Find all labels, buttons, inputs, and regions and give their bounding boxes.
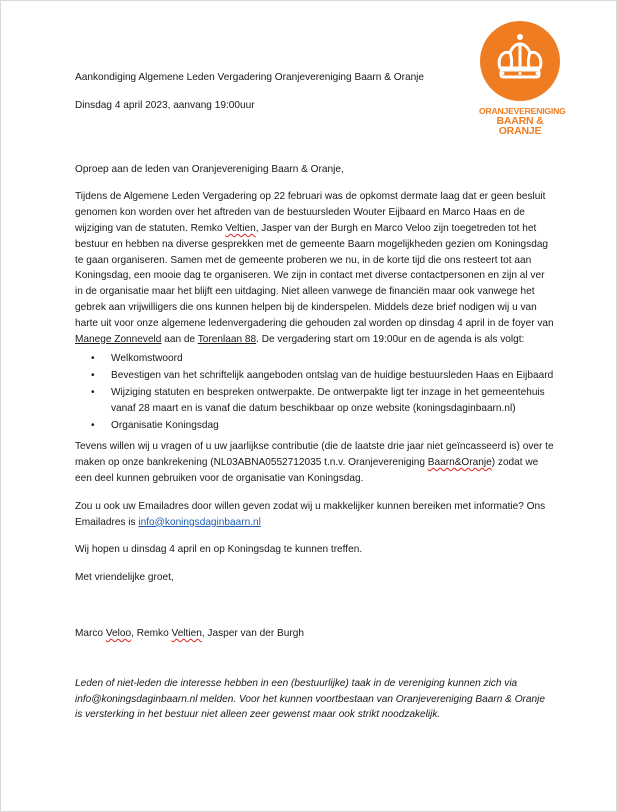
paragraph-intro-text-c: aan de (161, 333, 198, 345)
agenda-item: • Bevestigen van het schriftelijk aangeboden ontslag van de huidige bestuursleden Haas en Eijbaard (111, 368, 555, 384)
letter-body (75, 70, 555, 723)
sig-text-c: , Jasper van der Burgh (201, 627, 304, 639)
paragraph-contribution-text-b: ) zodat we een deel kunnen gebruiken voor de organisatie van Koningsdag. (75, 457, 539, 484)
announcement-title: Aankondiging Algemene Leden Vergadering Oranjevereniging Baarn & Oranje (75, 72, 425, 83)
email-link[interactable]: info@koningsdaginbaarn.nl (138, 516, 261, 528)
meeting-date: Dinsdag 4 april 2023, aanvang 19:00uur (75, 99, 255, 111)
account-holder: Baarn&Oranje (427, 457, 492, 469)
logo-line-2: BAARN & ORANJE (496, 115, 544, 137)
name-veltien: Veltien (225, 222, 256, 234)
agenda-item: • Welkomstwoord (111, 351, 555, 367)
footer-note: Leden of niet-leden die interesse hebben in een (bestuurlijke) taak in de vereniging kunnen zich via info@koningsdaginbaarn.nl melden. Voor het kunnen voortbestaan van Oranjevereniging Baarn & Oranje is versterking in het bestuur niet alleen zeer gewenst maar ook strikt noodzakelijk. (75, 677, 545, 721)
closing: Met vriendelijke groet, (75, 572, 174, 584)
paragraph-email-text: Zou u ook uw Emailadres door willen geven zodat wij u makkelijker kunnen bereiken met informatie? Ons Emailadres is (75, 500, 546, 528)
paragraph-intro-text-b: , Jasper van der Burgh en Marco Veloo zijn toegetreden tot het bestuur en hebben na diverse gesprekken met de gemeente Baarn mogelijkheden gezien om Koningsdag te gaan organiseren. Samen met de gemeente proberen we nu, in de korte tijd die ons resteert tot aan Koningsdag, een mooie dag te organiseren. We zijn in contact met diverse contactpersonen en zijn al ver in de organisatie maar het blijft een uitdaging. Niet alleen vanwege de financiën maar ook vanwege het gebrek aan vrijwilligers die ons kunnen helpen bij de kinderspelen. Middels deze brief nodigen wij u van harte uit voor onze algemene ledenvergadering die gehouden zal worden op dinsdag 4 april in de foyer van (75, 222, 554, 329)
logo-line-1: ORANJEVERENIGING (479, 106, 566, 116)
paragraph-hope: Wij hopen u dinsdag 4 april en op Koningsdag te kunnen treffen. (75, 544, 363, 556)
paragraph-intro-text-a: Tijdens de Algemene Leden Vergadering op 22 februari was de opkomst dermate laag dat er geen besluit genomen kon worden over het aftreden van de bestuursleden Wouter Eijbaard en Marco Haas en de wijziging van de statuten. Remko (75, 191, 546, 234)
agenda-item: • Organisatie Koningsdag (111, 418, 555, 434)
venue-name: Manege Zonneveld (75, 333, 162, 345)
paragraph-intro (75, 189, 555, 347)
name-veloo: Veloo (105, 627, 132, 639)
paragraph-email (75, 499, 555, 531)
paragraph-contribution-text-a: Tevens willen wij u vragen of u uw jaarlijkse contributie (die de laatste drie jaar niet geïncasseerd is) over te maken op onze bankrekening (NL03ABNA0552712035 t.n.v. Oranjevereniging (75, 441, 554, 469)
signatories (75, 626, 555, 642)
sig-text-b: , Remko (131, 627, 172, 639)
paragraph-intro-text-d: . De vergadering start om 19:00ur en de agenda is als volgt: (256, 333, 525, 345)
agenda-list (75, 351, 555, 433)
sig-text-a: Marco (75, 627, 106, 639)
venue-address: Torenlaan 88 (197, 333, 257, 345)
paragraph-contribution (75, 439, 555, 486)
name-veltien-signature: Veltien (171, 627, 202, 639)
agenda-item: • Wijziging statuten en bespreken ontwerpakte. De ontwerpakte ligt ter inzage in het gemeentehuis vanaf 28 maart en is vanaf die datum beschikbaar op onze website (koningsdaginbaarn.nl) (111, 385, 555, 417)
salutation: Oproep aan de leden van Oranjevereniging Baarn & Oranje, (75, 163, 344, 175)
